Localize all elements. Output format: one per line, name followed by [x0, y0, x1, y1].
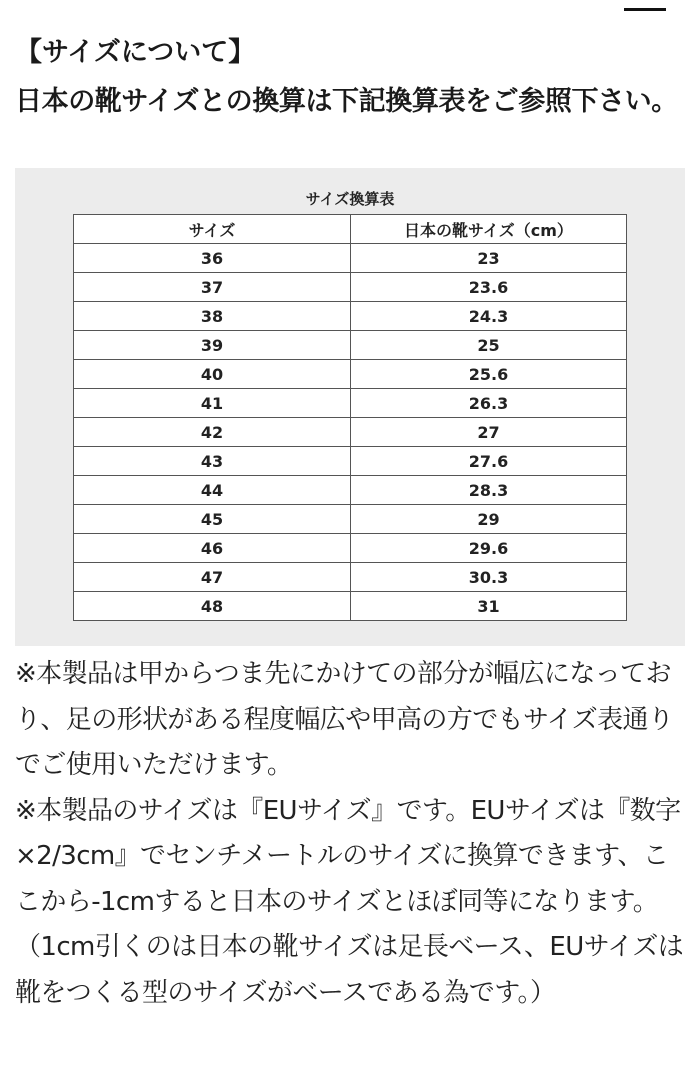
cell-eu-size: 39: [74, 331, 351, 360]
cell-eu-size: 42: [74, 418, 351, 447]
table-row: [74, 563, 627, 592]
intro-text: 日本の靴サイズとの換算は下記換算表をご参照下さい。: [15, 86, 678, 117]
column-header-size: サイズ: [74, 215, 351, 244]
cell-eu-size: 47: [74, 563, 351, 592]
note-eu-size: ※本製品のサイズは『EUサイズ』です。EUサイズは『数字×2/3cm』でセンチメートルのサイズに換算できます、ここから-1cmすると日本のサイズとほぼ同等になります。（1cm引くのは日本の靴サイズは足長ベース、EUサイズは靴をつくる型のサイズがベースである為です。）: [15, 795, 684, 1008]
table-row: [74, 592, 627, 621]
note-fit: ※本製品は甲からつま先にかけての部分が幅広になっており、足の形状がある程度幅広や甲高の方でもサイズ表通りでご使用いただけます。: [15, 659, 674, 780]
table-row: [74, 389, 627, 418]
cell-eu-size: 40: [74, 360, 351, 389]
cell-jp-size: 28.3: [351, 476, 627, 505]
table-row: [74, 476, 627, 505]
cell-eu-size: 36: [74, 244, 351, 273]
cell-eu-size: 46: [74, 534, 351, 563]
table-row: [74, 534, 627, 563]
cell-eu-size: 38: [74, 302, 351, 331]
column-header-jp-size: 日本の靴サイズ（cm）: [351, 215, 627, 244]
table-row: [74, 302, 627, 331]
notes: [15, 652, 690, 1016]
section-heading: 【サイズについて】: [15, 37, 256, 68]
table-row: [74, 505, 627, 534]
cell-eu-size: 45: [74, 505, 351, 534]
table-row: [74, 447, 627, 476]
cell-eu-size: 41: [74, 389, 351, 418]
cell-jp-size: 26.3: [351, 389, 627, 418]
cell-jp-size: 29.6: [351, 534, 627, 563]
table-row: [74, 273, 627, 302]
cell-jp-size: 23: [351, 244, 627, 273]
cell-eu-size: 48: [74, 592, 351, 621]
cell-jp-size: 27.6: [351, 447, 627, 476]
cell-jp-size: 27: [351, 418, 627, 447]
table-row: [74, 418, 627, 447]
table-row: [74, 331, 627, 360]
cell-eu-size: 37: [74, 273, 351, 302]
cell-jp-size: 30.3: [351, 563, 627, 592]
cell-jp-size: 25.6: [351, 360, 627, 389]
cell-jp-size: 25: [351, 331, 627, 360]
table-row: [74, 244, 627, 273]
cell-eu-size: 43: [74, 447, 351, 476]
cell-jp-size: 31: [351, 592, 627, 621]
size-table-title: サイズ換算表: [305, 190, 395, 208]
cell-eu-size: 44: [74, 476, 351, 505]
cell-jp-size: 29: [351, 505, 627, 534]
cell-jp-size: 24.3: [351, 302, 627, 331]
table-header-row: [74, 215, 627, 244]
menu-icon[interactable]: [624, 8, 666, 11]
size-conversion-table: [73, 214, 627, 621]
cell-jp-size: 23.6: [351, 273, 627, 302]
table-row: [74, 360, 627, 389]
